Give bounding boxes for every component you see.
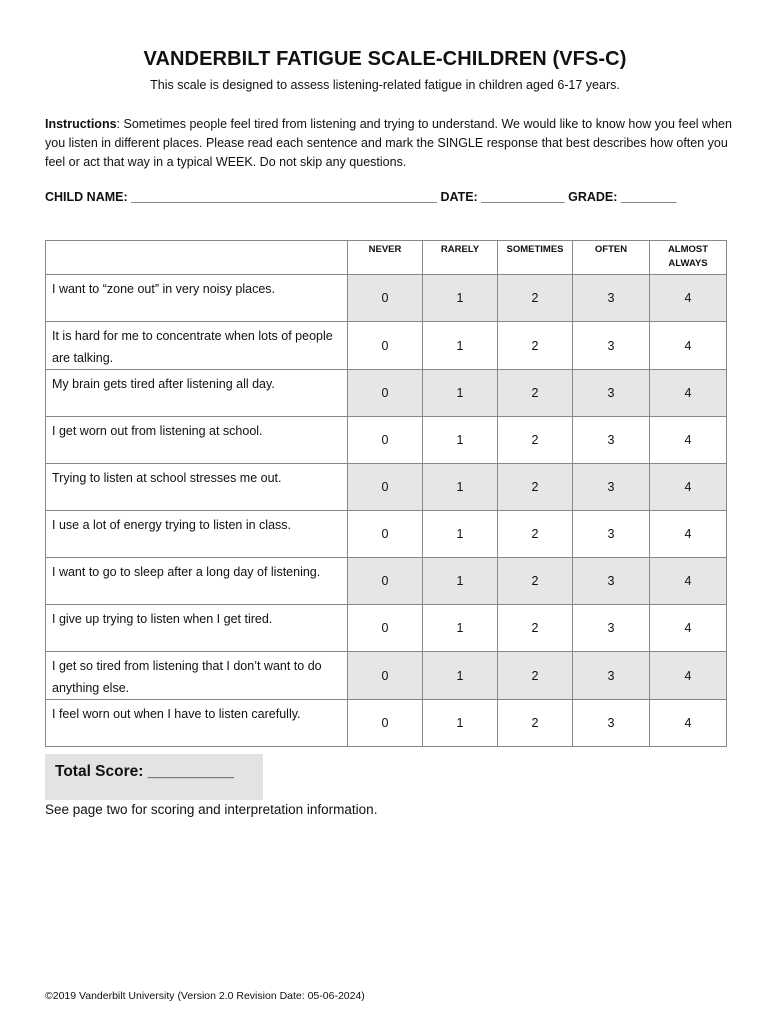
response-option-sometimes[interactable]: 2 xyxy=(498,322,573,370)
response-option-sometimes[interactable]: 2 xyxy=(498,275,573,322)
response-option-often[interactable]: 3 xyxy=(573,464,650,511)
response-option-often[interactable]: 3 xyxy=(573,322,650,370)
response-option-almost-always[interactable]: 4 xyxy=(650,652,727,700)
header-often: OFTEN xyxy=(573,241,650,275)
header-rarely: RARELY xyxy=(423,241,498,275)
response-option-rarely[interactable]: 1 xyxy=(423,464,498,511)
response-option-often[interactable]: 3 xyxy=(573,652,650,700)
response-option-never[interactable]: 0 xyxy=(348,700,423,747)
question-text: My brain gets tired after listening all day. xyxy=(46,370,348,417)
child-info-fields[interactable]: CHILD NAME: ____________________________________________ DATE: ____________ GRADE: ________ xyxy=(45,190,677,204)
response-option-almost-always[interactable]: 4 xyxy=(650,370,727,417)
response-option-never[interactable]: 0 xyxy=(348,464,423,511)
table-row xyxy=(46,700,727,747)
response-option-almost-always[interactable]: 4 xyxy=(650,511,727,558)
instructions-label: Instructions xyxy=(45,117,117,131)
response-option-sometimes[interactable]: 2 xyxy=(498,605,573,652)
table-row xyxy=(46,370,727,417)
response-option-almost-always[interactable]: 4 xyxy=(650,605,727,652)
response-option-often[interactable]: 3 xyxy=(573,417,650,464)
table-row xyxy=(46,511,727,558)
question-text: I get worn out from listening at school. xyxy=(46,417,348,464)
response-option-never[interactable]: 0 xyxy=(348,417,423,464)
table-row xyxy=(46,322,727,370)
response-option-sometimes[interactable]: 2 xyxy=(498,511,573,558)
response-option-rarely[interactable]: 1 xyxy=(423,700,498,747)
response-option-rarely[interactable]: 1 xyxy=(423,370,498,417)
response-option-rarely[interactable]: 1 xyxy=(423,417,498,464)
question-text: I want to go to sleep after a long day of listening. xyxy=(46,558,348,605)
response-option-almost-always[interactable]: 4 xyxy=(650,322,727,370)
response-option-almost-always[interactable]: 4 xyxy=(650,700,727,747)
response-option-sometimes[interactable]: 2 xyxy=(498,558,573,605)
question-text: I give up trying to listen when I get tired. xyxy=(46,605,348,652)
response-option-almost-always[interactable]: 4 xyxy=(650,558,727,605)
page-subtitle: This scale is designed to assess listening-related fatigue in children aged 6-17 years. xyxy=(150,78,620,92)
response-option-never[interactable]: 0 xyxy=(348,322,423,370)
response-option-sometimes[interactable]: 2 xyxy=(498,700,573,747)
table-row xyxy=(46,464,727,511)
question-text: I want to “zone out” in very noisy places. xyxy=(46,275,348,322)
response-option-sometimes[interactable]: 2 xyxy=(498,652,573,700)
table-header-row xyxy=(46,241,727,275)
response-option-rarely[interactable]: 1 xyxy=(423,322,498,370)
page-title: VANDERBILT FATIGUE SCALE-CHILDREN (VFS-C) xyxy=(143,48,627,70)
header-never: NEVER xyxy=(348,241,423,275)
response-option-never[interactable]: 0 xyxy=(348,652,423,700)
instructions-text: : Sometimes people feel tired from listening and trying to understand. We would like to know how you feel when you listen in different places. Please read each sentence and mark the SINGLE response that best describes how often you feel or act that way in a typical WEEK. Do not skip any questions. xyxy=(45,117,732,169)
response-option-rarely[interactable]: 1 xyxy=(423,652,498,700)
copyright-footer: ©2019 Vanderbilt University (Version 2.0 Revision Date: 05-06-2024) xyxy=(45,990,365,1002)
response-option-never[interactable]: 0 xyxy=(348,370,423,417)
total-score-label[interactable]: Total Score: __________ xyxy=(55,763,234,780)
response-option-rarely[interactable]: 1 xyxy=(423,511,498,558)
fatigue-scale-table xyxy=(45,240,727,747)
response-option-sometimes[interactable]: 2 xyxy=(498,370,573,417)
question-text: It is hard for me to concentrate when lots of people are talking. xyxy=(46,322,348,370)
response-option-often[interactable]: 3 xyxy=(573,370,650,417)
response-option-often[interactable]: 3 xyxy=(573,605,650,652)
question-text: I get so tired from listening that I don’t want to do anything else. xyxy=(46,652,348,700)
instructions-paragraph xyxy=(45,115,735,172)
header-question-cell xyxy=(46,241,348,275)
response-option-never[interactable]: 0 xyxy=(348,605,423,652)
scoring-note: See page two for scoring and interpretation information. xyxy=(45,802,378,817)
response-option-never[interactable]: 0 xyxy=(348,511,423,558)
response-option-never[interactable]: 0 xyxy=(348,558,423,605)
response-option-often[interactable]: 3 xyxy=(573,511,650,558)
header-sometimes: SOMETIMES xyxy=(498,241,573,275)
response-option-rarely[interactable]: 1 xyxy=(423,605,498,652)
question-text: I feel worn out when I have to listen carefully. xyxy=(46,700,348,747)
total-score-box xyxy=(45,754,263,800)
response-option-sometimes[interactable]: 2 xyxy=(498,417,573,464)
question-text: Trying to listen at school stresses me out. xyxy=(46,464,348,511)
response-option-almost-always[interactable]: 4 xyxy=(650,464,727,511)
table-row xyxy=(46,275,727,322)
response-option-often[interactable]: 3 xyxy=(573,275,650,322)
response-option-rarely[interactable]: 1 xyxy=(423,275,498,322)
response-option-never[interactable]: 0 xyxy=(348,275,423,322)
table-row xyxy=(46,652,727,700)
response-option-rarely[interactable]: 1 xyxy=(423,558,498,605)
response-option-often[interactable]: 3 xyxy=(573,700,650,747)
response-option-sometimes[interactable]: 2 xyxy=(498,464,573,511)
table-row xyxy=(46,558,727,605)
table-row xyxy=(46,417,727,464)
table-row xyxy=(46,605,727,652)
response-option-almost-always[interactable]: 4 xyxy=(650,275,727,322)
response-option-often[interactable]: 3 xyxy=(573,558,650,605)
response-option-almost-always[interactable]: 4 xyxy=(650,417,727,464)
header-almost-always: ALMOST ALWAYS xyxy=(650,241,727,275)
question-text: I use a lot of energy trying to listen in class. xyxy=(46,511,348,558)
